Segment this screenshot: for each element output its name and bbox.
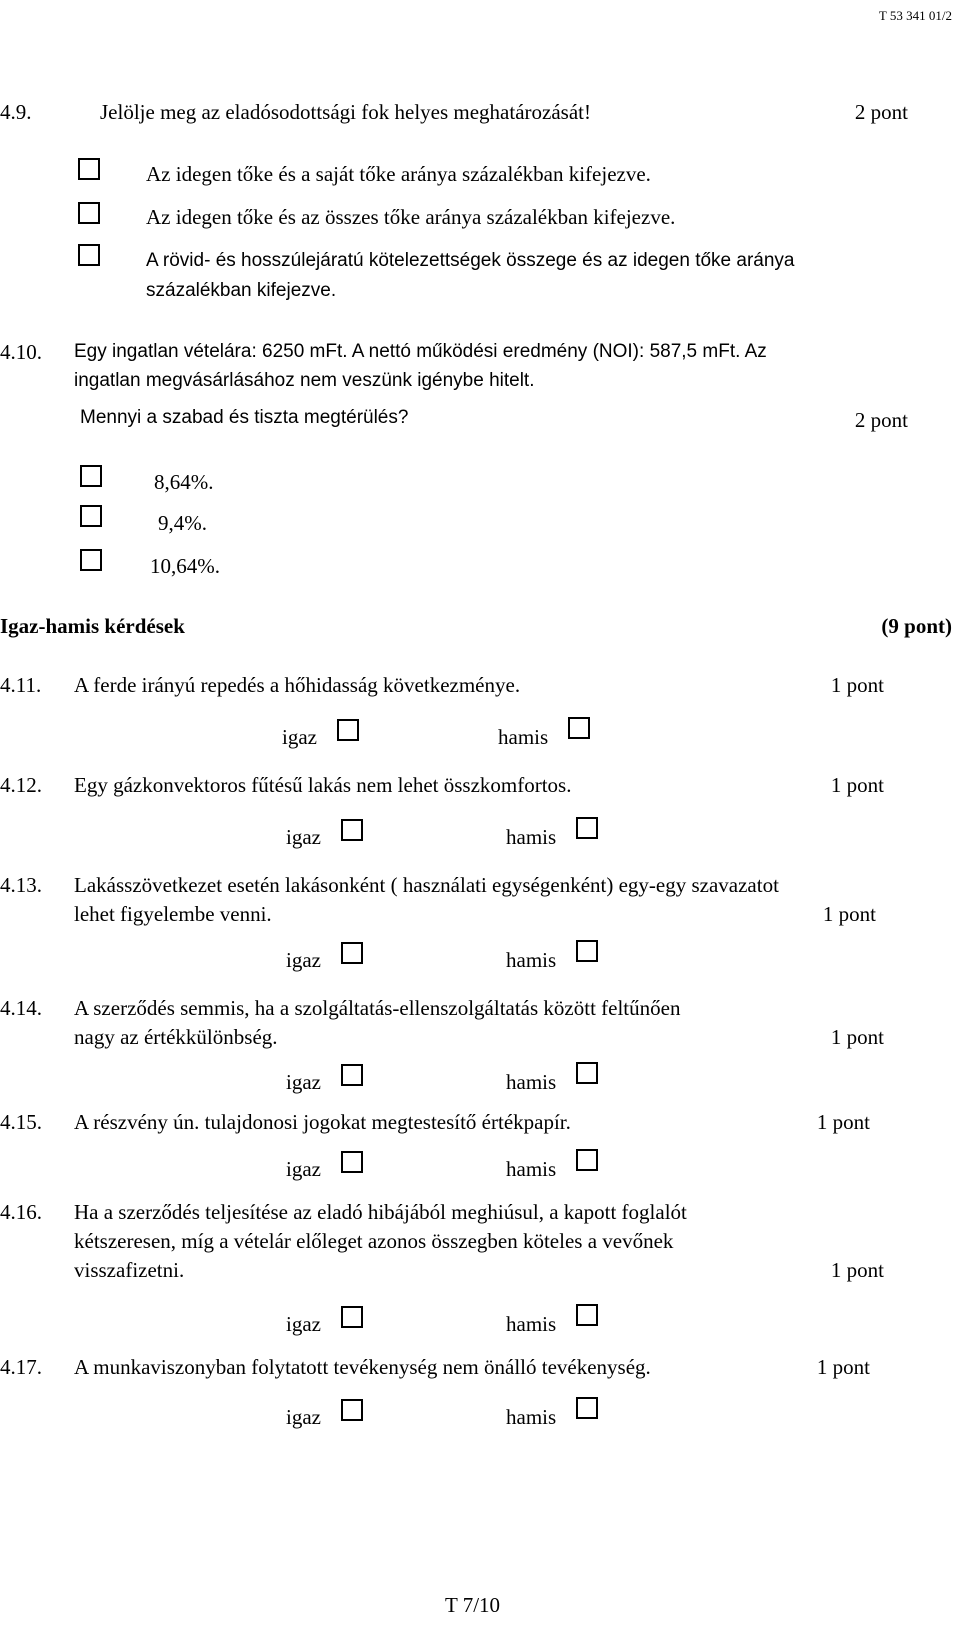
true-checkbox[interactable] — [337, 719, 359, 741]
false-checkbox[interactable] — [576, 1397, 598, 1419]
false-label: hamis — [506, 1157, 557, 1181]
question-text: Lakásszövetkezet esetén lakásonként ( használati egységenként) egy-egy szavazatot — [74, 873, 779, 897]
question-text: Ha a szerződés teljesítése az eladó hibájából meghiúsul, a kapott foglalót — [74, 1200, 687, 1224]
question-text-continued: visszafizetni. — [74, 1258, 185, 1282]
answer-checkbox[interactable] — [80, 465, 102, 487]
question-points: 1 pont — [816, 1355, 870, 1379]
document-code: T 53 341 01/2 — [878, 8, 952, 23]
false-checkbox[interactable] — [576, 940, 598, 962]
true-checkbox[interactable] — [341, 1064, 363, 1086]
question-number: 4.16. — [0, 1200, 42, 1224]
false-label: hamis — [506, 1405, 557, 1429]
question-number: 4.9. — [0, 100, 32, 124]
true-label: igaz — [286, 825, 321, 849]
question-text: Egy gázkonvektoros fűtésű lakás nem lehet összkomfortos. — [74, 773, 572, 797]
section-title: Igaz-hamis kérdések — [0, 614, 185, 638]
false-label: hamis — [506, 948, 557, 972]
question-number: 4.10. — [0, 340, 42, 364]
question-text-continued: nagy az értékkülönbség. — [74, 1025, 278, 1049]
answer-checkbox[interactable] — [78, 244, 100, 266]
question-text: A munkaviszonyban folytatott tevékenység nem önálló tevékenység. — [74, 1355, 651, 1379]
answer-option: 9,4%. — [158, 511, 207, 535]
question-points: 1 pont — [830, 1025, 884, 1049]
true-checkbox[interactable] — [341, 819, 363, 841]
answer-option: A rövid- és hosszúlejáratú kötelezettségek összege és az idegen tőke aránya — [146, 250, 795, 271]
question-points: 1 pont — [830, 773, 884, 797]
question-number: 4.12. — [0, 773, 42, 797]
false-label: hamis — [506, 1312, 557, 1336]
true-label: igaz — [286, 1405, 321, 1429]
true-label: igaz — [286, 948, 321, 972]
true-checkbox[interactable] — [341, 1399, 363, 1421]
true-label: igaz — [286, 1157, 321, 1181]
false-checkbox[interactable] — [568, 717, 590, 739]
answer-checkbox[interactable] — [80, 549, 102, 571]
question-points: 2 pont — [854, 100, 908, 124]
question-points: 1 pont — [822, 902, 876, 926]
false-checkbox[interactable] — [576, 1149, 598, 1171]
question-text: Jelölje meg az eladósodottsági fok helyes meghatározását! — [100, 100, 591, 124]
answer-checkbox[interactable] — [78, 202, 100, 224]
question-number: 4.17. — [0, 1355, 42, 1379]
question-subtext: Mennyi a szabad és tiszta megtérülés? — [80, 407, 409, 428]
false-label: hamis — [506, 825, 557, 849]
question-number: 4.15. — [0, 1110, 42, 1134]
false-label: hamis — [506, 1070, 557, 1094]
section-points: (9 pont) — [881, 614, 952, 638]
question-text: A ferde irányú repedés a hőhidasság következménye. — [74, 673, 521, 697]
true-label: igaz — [282, 725, 317, 749]
true-checkbox[interactable] — [341, 1306, 363, 1328]
answer-option: 10,64%. — [150, 554, 220, 578]
question-points: 1 pont — [816, 1110, 870, 1134]
answer-option: 8,64%. — [154, 470, 214, 494]
answer-option-continued: százalékban kifejezve. — [146, 280, 337, 301]
answer-checkbox[interactable] — [80, 505, 102, 527]
false-checkbox[interactable] — [576, 1304, 598, 1326]
false-checkbox[interactable] — [576, 817, 598, 839]
question-points: 1 pont — [830, 673, 884, 697]
question-text: A részvény ún. tulajdonosi jogokat megtestesítő értékpapír. — [74, 1110, 571, 1134]
question-text-continued: kétszeresen, míg a vételár előleget azonos összegben köteles a vevőnek — [74, 1229, 674, 1253]
true-label: igaz — [286, 1312, 321, 1336]
answer-option: Az idegen tőke és a saját tőke aránya százalékban kifejezve. — [146, 162, 651, 186]
true-label: igaz — [286, 1070, 321, 1094]
question-text: ingatlan megvásárlásához nem veszünk igénybe hitelt. — [74, 370, 535, 391]
page-number: T 7/10 — [445, 1593, 501, 1617]
question-text: Egy ingatlan vételára: 6250 mFt. A nettó működési eredmény (NOI): 587,5 mFt. Az — [74, 341, 767, 362]
false-label: hamis — [498, 725, 549, 749]
question-number: 4.14. — [0, 996, 42, 1020]
answer-option: Az idegen tőke és az összes tőke aránya százalékban kifejezve. — [146, 205, 676, 229]
question-text: A szerződés semmis, ha a szolgáltatás-ellenszolgáltatás között feltűnően — [74, 996, 681, 1020]
question-number: 4.11. — [0, 673, 42, 697]
true-checkbox[interactable] — [341, 942, 363, 964]
question-text-continued: lehet figyelembe venni. — [74, 902, 272, 926]
question-points: 1 pont — [830, 1258, 884, 1282]
false-checkbox[interactable] — [576, 1062, 598, 1084]
question-number: 4.13. — [0, 873, 42, 897]
true-checkbox[interactable] — [341, 1151, 363, 1173]
answer-checkbox[interactable] — [78, 158, 100, 180]
question-points: 2 pont — [854, 408, 908, 432]
